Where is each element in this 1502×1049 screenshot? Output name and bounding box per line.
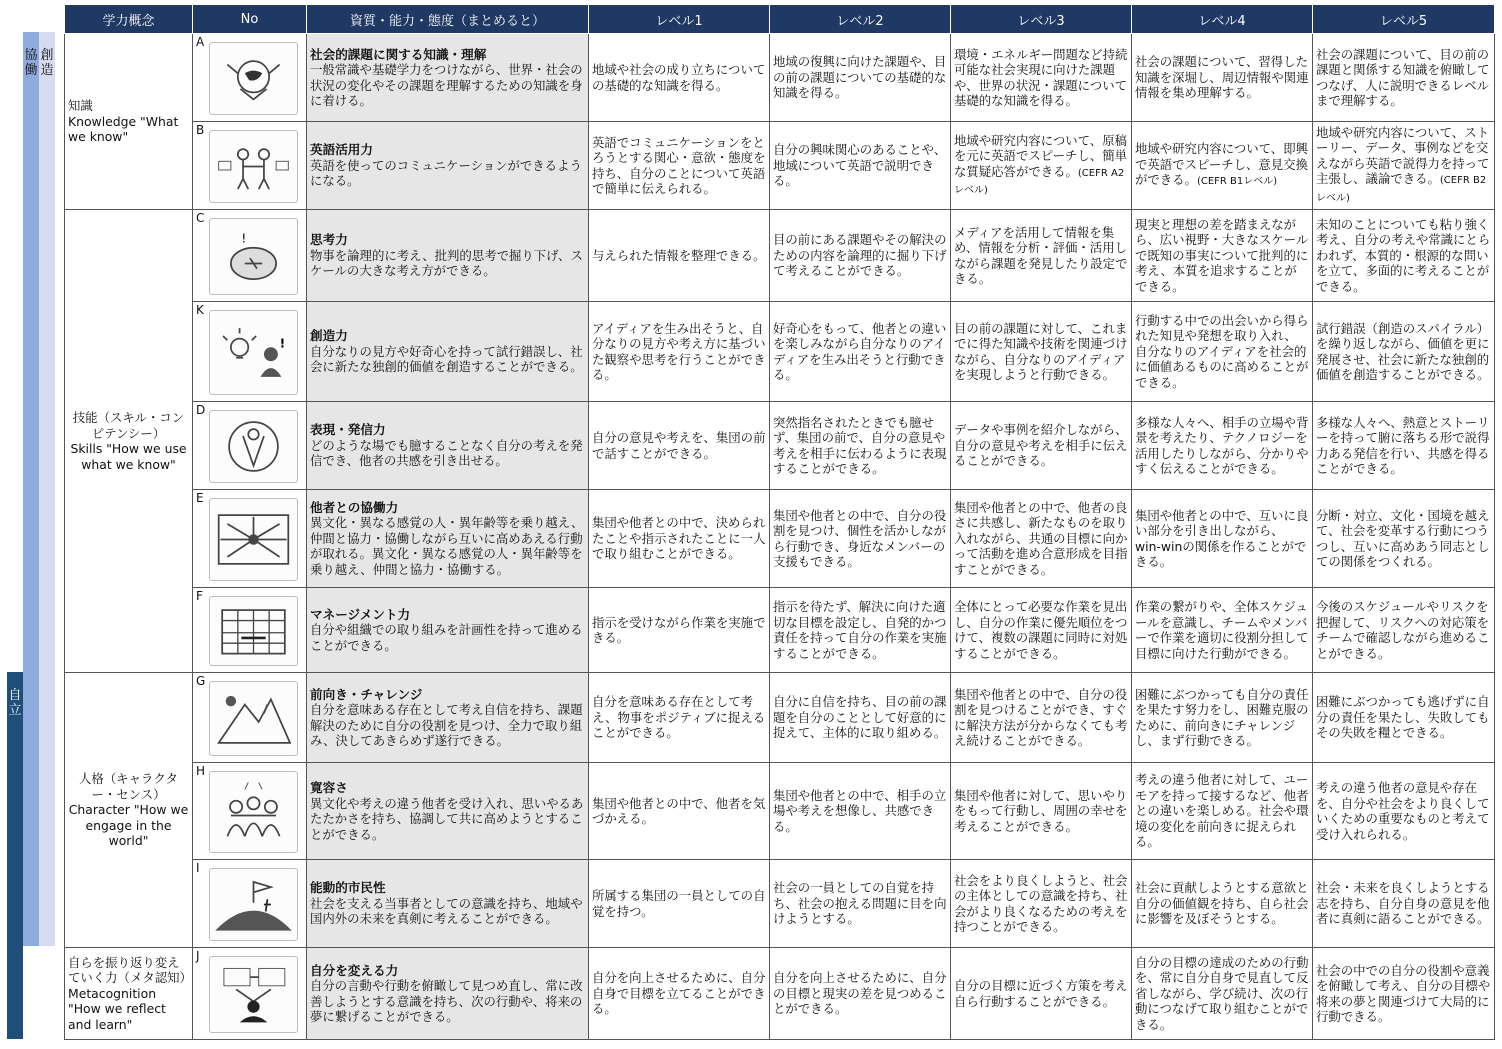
level-3-cell: [951, 210, 1132, 302]
level-text: 指示を待たず、解決に向けた適切な目標を設定し、自発的かつ責任を持って自分の作業を実施することができる。: [773, 599, 947, 661]
level-3-cell: [951, 588, 1132, 673]
no-cell: [193, 302, 307, 402]
level-text: 自分の意見や考えを、集団の前で話すことができる。: [592, 430, 766, 461]
no-cell: [193, 210, 307, 302]
competency-description: 自分なりの見方や好奇心を持って試行錯誤し、社会に新たな独創的価値を創造することができる。: [310, 343, 583, 375]
competency-title: 他者との協働力: [310, 499, 399, 515]
level-3-cell: [951, 673, 1132, 763]
level-text: 地域の復興に向けた課題や、目の前の課題についての基礎的な知識を得る。: [773, 54, 947, 101]
level-4-cell: [1132, 860, 1313, 948]
concept-meta: [65, 948, 193, 1040]
table-row: [65, 673, 1495, 763]
no-cell: [193, 948, 307, 1040]
no-cell: [193, 588, 307, 673]
level-text: 多様な人々へ、熱意とストーリーを持って腑に落ちる形で説得力ある発信を行い、共感を得ることができる。: [1316, 414, 1490, 476]
row-letter: G: [196, 674, 206, 688]
level-5-cell: [1313, 763, 1495, 860]
level-4-cell: [1132, 402, 1313, 490]
level-1-cell: [589, 948, 770, 1040]
level-2-cell: [770, 34, 951, 122]
level-text: 社会の課題について、目の前の課題と関係する知識を俯瞰してつなげ、人に説明できるレベルまで理解する。: [1316, 46, 1490, 108]
level-text: 作業の繋がりや、全体スケジュールを意識し、チームやメンバーで作業を適切に役割分担して目標に向けた行動ができる。: [1135, 599, 1309, 661]
level-5-cell: [1313, 210, 1495, 302]
level-2-cell: [770, 763, 951, 860]
level-text: 突然指名されたときでも臆せず、集団の前で、自分の意見や考えを相手に伝わるように表現することができる。: [773, 414, 947, 476]
competency-title: 創造力: [310, 328, 348, 344]
competency-title: マネージメント力: [310, 606, 411, 622]
no-cell: [193, 763, 307, 860]
competency-description: 社会を支える当事者としての意識を持ち、地域や国内外の未来を真剣に考えることができる。: [310, 895, 583, 927]
table-row: [65, 34, 1495, 122]
jiritsu-label: 自立: [8, 688, 22, 718]
level-4-cell: [1132, 948, 1313, 1040]
level-text: 目の前の課題に対して、これまでに得た知識や技術を関連づけながら、自分なりのアイディアを実現しようと行動できる。: [954, 320, 1128, 382]
header-level-5: レベル5: [1313, 5, 1495, 34]
level-2-cell: [770, 490, 951, 588]
summary-cell: [307, 588, 589, 673]
kyodo-side-bar: [39, 32, 55, 946]
level-5-cell: [1313, 34, 1495, 122]
rubric-table: [64, 4, 1495, 1040]
row-letter: F: [196, 589, 203, 603]
concept-skills: [65, 210, 193, 673]
level-text: 与えられた情報を整理できる。: [592, 247, 766, 263]
level-text: 指示を受けながら作業を実施できる。: [592, 614, 766, 645]
level-4-cell: [1132, 34, 1313, 122]
competency-title: 能動的市民性: [310, 880, 386, 896]
table-row: [65, 763, 1495, 860]
level-1-cell: [589, 763, 770, 860]
summary-cell: [307, 402, 589, 490]
cefr-level: (CEFR B1レベル): [1196, 176, 1278, 188]
competency-description: 自分の言動や行動を俯瞰して見つめ直し、常に改善しようとする意識を持ち、次の行動や、将来の夢に繋げることができる。: [310, 978, 583, 1024]
mountain-climb-sketch-icon: [209, 681, 298, 756]
header-level-2: レベル2: [770, 5, 951, 34]
header-row: [65, 5, 1495, 34]
level-1-cell: [589, 402, 770, 490]
level-5-cell: [1313, 948, 1495, 1040]
competency-description: 英語を使ってのコミュニケーションができるようになる。: [310, 157, 582, 189]
level-5-cell: [1313, 860, 1495, 948]
header-level-3: レベル3: [951, 5, 1132, 34]
level-5-cell: [1313, 490, 1495, 588]
concept-character: [65, 673, 193, 948]
speaker-sketch-icon: [209, 410, 298, 483]
competency-title: 社会的課題に関する知識・理解: [310, 46, 487, 62]
header-level-1: レベル1: [589, 5, 770, 34]
level-text: 全体にとって必要な作業を見出し、自分の作業に優先順位をつけて、複数の課題に同時に対処することができる。: [954, 599, 1128, 661]
group-embrace-sketch-icon: [209, 771, 298, 853]
people-flags-sketch-icon: [209, 130, 298, 203]
svg-text:!: !: [279, 336, 286, 351]
table-row: [65, 948, 1495, 1040]
level-1-cell: [589, 490, 770, 588]
level-text: 所属する集団の一員としての自覚を持つ。: [592, 888, 766, 919]
level-text: 社会に貢献しようとする意欲と自分の価値観を持ち、自ら社会に影響を及ぼそうとする。: [1135, 880, 1309, 927]
level-text: 自分を意味ある存在として考え、物事をポジティブに捉えることができる。: [592, 694, 766, 741]
level-2-cell: [770, 673, 951, 763]
concept-knowledge: [65, 34, 193, 210]
competency-description: 物事を論理的に考え、批判的思考で掘り下げ、スケールの大きな考え方ができる。: [310, 247, 583, 279]
level-3-cell: [951, 34, 1132, 122]
competency-description: 異文化・異なる感覚の人・異年齢等を乗り越え、仲間と協力・協働しながら互いに高めあえる行動が取れる。異文化・異なる感覚の人・異年齢等を乗り越え、仲間と協力・協働する。: [310, 515, 584, 577]
level-text: 環境・エネルギー問題など持続可能な社会実現に向けた課題や、世界の状況・課題について基礎的な知識を得る。: [954, 46, 1128, 108]
level-4-cell: [1132, 763, 1313, 860]
table-row: [65, 588, 1495, 673]
table-row: [65, 210, 1495, 302]
row-letter: I: [196, 861, 200, 875]
level-text: 自分の目標に近づく方策を考え自ら行動することができる。: [954, 978, 1128, 1009]
summary-cell: [307, 860, 589, 948]
level-5-cell: [1313, 402, 1495, 490]
level-text: 集団や他者との中で、決められたことや指示されたことに一人で取り組むことができる。: [592, 515, 766, 562]
level-3-cell: [951, 763, 1132, 860]
row-letter: H: [196, 764, 206, 778]
level-text: 集団や他者との中で、自分の役割を見つけ、個性を活かしながら行動でき、身近なメンバーの支援もできる。: [773, 507, 947, 569]
summary-cell: [307, 673, 589, 763]
level-text: 社会・未来を良くしようとする志を持ち、自分自身の意見を他者に真剣に語ることができる。: [1316, 880, 1490, 927]
level-2-cell: [770, 302, 951, 402]
globe-hands-sketch-icon: [209, 42, 298, 115]
level-4-cell: [1132, 210, 1313, 302]
level-3-cell: [951, 402, 1132, 490]
level-text: 今後のスケジュールやリスクを把握して、リスクへの対応策をチームで確認しながら進めることができる。: [1316, 599, 1490, 661]
level-text: 困難にぶつかっても自分の責任を果たす努力をし、困難克服のために、前向きにチャレンジし、まず行動できる。: [1135, 686, 1309, 748]
level-5-cell: [1313, 302, 1495, 402]
level-text: 集団や他者との中で、相手の立場や考えを想像し、共感できる。: [773, 787, 947, 834]
level-text: 集団や他者との中で、他者を気づかえる。: [592, 795, 766, 826]
level-text: 困難にぶつかっても逃げずに自分の責任を果たし、失敗してもその失敗を糧とできる。: [1316, 694, 1490, 741]
level-text: 自分を向上させるために、自分自身で目標を立てることができる。: [592, 970, 766, 1017]
level-text: データや事例を紹介しながら、自分の意見や考えを相手に伝えることができる。: [954, 422, 1128, 469]
kyodo-label: 協働: [24, 48, 38, 78]
header-summary: 資質・能力・態度（まとめると）: [307, 5, 589, 34]
table-row: [65, 490, 1495, 588]
level-text: 考えの違う他者の意見や存在を、自分や社会をより良くしていくための重要なものと考えて受け入れられる。: [1316, 780, 1490, 842]
level-1-cell: [589, 122, 770, 210]
level-1-cell: [589, 673, 770, 763]
level-1-cell: [589, 588, 770, 673]
level-2-cell: [770, 948, 951, 1040]
level-text: 集団や他者との中で、互いに良い部分を引き出しながら、win-winの関係を作ることができる。: [1135, 507, 1309, 569]
no-cell: [193, 402, 307, 490]
level-text: 社会の中での自分の役割や意義を俯瞰して考え、自分の目標や将来の夢と関連づけて大局的に行動できる。: [1316, 962, 1491, 1024]
summary-cell: [307, 34, 589, 122]
level-1-cell: [589, 34, 770, 122]
row-letter: E: [196, 491, 204, 505]
competency-description: 一般常識や基礎学力をつけながら、世界・社会の状況の変化やその課題を理解するための知識を身に着ける。: [310, 62, 583, 108]
level-text: 行動する中での出会いから得られた知見や発想を取り入れ、自分なりのアイディアを社会的に価値あるものに高めることができる。: [1135, 312, 1309, 390]
summary-cell: [307, 490, 589, 588]
level-text: 自分の目標の達成のための行動を、常に自分自身で見直して反省しながら、学び続け、次の行動につなげて取り組むことができる。: [1135, 954, 1309, 1032]
level-3-cell: [951, 860, 1132, 948]
level-text: 考えの違う他者に対して、ユーモアを持って接するなど、他者との違いを楽しめる。社会や環境の変化を前向きに捉えられる。: [1135, 772, 1309, 850]
level-text: 現実と理想の差を踏まえながら、広い視野・大きなスケールで既知の事実について批判的に考え、本質を追求することができる。: [1135, 216, 1309, 294]
level-1-cell: [589, 860, 770, 948]
level-4-cell: [1132, 302, 1313, 402]
row-letter: D: [196, 403, 206, 417]
level-text: 多様な人々へ、相手の立場や背景を考えたり、テクノロジーを活用したりしながら、分かりやすく伝えることができる。: [1135, 414, 1309, 476]
no-cell: [193, 860, 307, 948]
level-4-cell: [1132, 490, 1313, 588]
level-5-cell: [1313, 122, 1495, 210]
lightbulb-person-sketch-icon: [209, 310, 298, 395]
no-cell: [193, 490, 307, 588]
level-text: 目の前にある課題やその解決のための内容を論理的に掘り下げて考えることができる。: [773, 232, 947, 279]
level-4-cell: [1132, 122, 1313, 210]
level-text: 分断・対立、文化・国境を越えて、社会を変革する行動につうつし、互いに高めあう同志としての関係をつくれる。: [1316, 507, 1490, 569]
level-2-cell: [770, 860, 951, 948]
table-row: [65, 302, 1495, 402]
concept-en: Metacognition "How we reflect and learn": [68, 985, 166, 1032]
level-text: 地域や研究内容について、原稿を元に英語でスピーチし、簡単な質疑応答ができる。: [954, 132, 1127, 179]
level-text: 集団や他者との中で、他者の良さに共感し、新たなものを取り入れながら、共通の目標に向かって活動を進め合意形成を目指すことができる。: [954, 499, 1128, 577]
level-text: 自分に自信を持ち、目の前の課題を自分のこととして好意的に捉えて、主体的に取り組める。: [773, 694, 947, 741]
competency-title: 自分を変える力: [310, 962, 399, 978]
level-2-cell: [770, 210, 951, 302]
level-5-cell: [1313, 673, 1495, 763]
header-concept: 学力概念: [65, 5, 193, 34]
level-text: アイディアを生み出そうと、自分なりの見方や考え方に基づいた観察や思考を行うことができる。: [592, 320, 766, 382]
competency-title: 寛容さ: [310, 780, 348, 795]
reflection-sketch-icon: [209, 956, 298, 1033]
row-letter: K: [196, 303, 204, 317]
header-no: No: [193, 5, 307, 34]
no-cell: [193, 122, 307, 210]
level-text: 社会をより良くしようと、社会の主体としての意識を持ち、社会がより良くなるための考えを持つことができる。: [954, 872, 1128, 934]
level-text: 地域や研究内容について、即興で英語でスピーチし、意見交換ができる。: [1135, 141, 1308, 188]
level-text: 社会の課題について、習得した知識を深堀し、周辺情報や関連情報を集め理解する。: [1135, 54, 1309, 101]
level-5-cell: [1313, 588, 1495, 673]
level-1-cell: [589, 302, 770, 402]
flag-hill-sketch-icon: [209, 868, 298, 941]
sozo-side-bar: [23, 32, 39, 946]
competency-title: 表現・発信力: [310, 422, 386, 438]
competency-description: 異文化や考えの違う他者を受け入れ、思いやるあたたかさを持ち、協調して共に高めようとすることができる。: [310, 795, 584, 842]
level-2-cell: [770, 122, 951, 210]
competency-description: 自分や組織での取り組みを計画性を持って進めることができる。: [310, 622, 583, 653]
thinking-head-sketch-icon: [209, 218, 298, 295]
no-cell: [193, 673, 307, 763]
concept-jp: 技能（スキル・コンピテンシー）: [72, 410, 185, 441]
joined-hands-sketch-icon: [209, 498, 298, 581]
table-row: [65, 122, 1495, 210]
level-text: 社会の一員としての自覚を持ち、社会の抱える問題に目を向けようとする。: [773, 880, 947, 927]
level-3-cell: [951, 490, 1132, 588]
row-letter: B: [196, 123, 205, 137]
level-3-cell: [951, 122, 1132, 210]
concept-jp: 知識: [68, 98, 93, 114]
no-cell: [193, 34, 307, 122]
level-2-cell: [770, 402, 951, 490]
cefr-level: (CEFR A2レベル): [954, 167, 1125, 196]
summary-cell: [307, 302, 589, 402]
table-row: [65, 402, 1495, 490]
level-text: 地域や社会の成り立ちについての基礎的な知識を得る。: [592, 62, 766, 93]
level-text: 地域や研究内容について、ストーリー、データ、事例などを交えながら英語で説得力を持って主張し、議論できる。: [1316, 124, 1490, 187]
row-letter: J: [196, 949, 200, 963]
level-3-cell: [951, 302, 1132, 402]
level-text: メディアを活用して情報を集め、情報を分析・評価・活用しながら課題を発見したり設定できる。: [954, 224, 1128, 286]
concept-jp: 自らを振り返り変えていく力（メタ認知）: [68, 954, 192, 986]
calendar-plan-sketch-icon: [209, 596, 298, 666]
level-1-cell: [589, 210, 770, 302]
table-row: [65, 860, 1495, 948]
concept-en: Character "How we engage in the world": [68, 802, 189, 849]
competency-title: 前向き・チャレンジ: [310, 686, 423, 702]
row-letter: C: [196, 211, 205, 225]
concept-jp: 人格（キャラクター・センス）: [79, 771, 178, 802]
cefr-level: (CEFR B2レベル): [1316, 175, 1487, 204]
jiritsu-side-bar: [7, 672, 23, 1039]
level-text: 試行錯誤（創造のスパイラル）を繰り返しながら、価値を更に発展させ、社会に新たな独創的価値を創造することができる。: [1316, 320, 1490, 382]
competency-description: 自分を意味ある存在として考え自信を持ち、課題解決のために自分の役割を見つけ、全力で取り組み、決してあきらめず遂行できる。: [310, 702, 583, 748]
level-text: 集団や他者との中で、自分の役割を見つけることができ、すぐに解決方法が分からなくても考え続けることができる。: [954, 686, 1128, 748]
competency-title: 思考力: [310, 232, 348, 248]
competency-title: 英語活用力: [310, 142, 373, 158]
summary-cell: [307, 210, 589, 302]
header-level-4: レベル4: [1132, 5, 1313, 34]
level-4-cell: [1132, 588, 1313, 673]
svg-text:!: !: [241, 231, 247, 246]
level-4-cell: [1132, 673, 1313, 763]
level-text: 集団や他者に対して、思いやりをもって行動し、周囲の幸せを考えることができる。: [954, 787, 1128, 834]
summary-cell: [307, 763, 589, 860]
level-text: 自分を向上させるために、自分の目標と現実の差を見つめることができる。: [773, 970, 947, 1017]
sozo-label: 創造: [40, 48, 54, 78]
level-text: 未知のことについても粘り強く考え、自分の考えや常識にとらわれず、本質的・根源的な問いを立て、多面的に考えることができる。: [1316, 216, 1491, 294]
concept-en: Skills "How we use what we know": [70, 441, 187, 472]
level-text: 好奇心をもって、他者との違いを楽しみながら自分なりのアイディアを生み出そうと行動できる。: [773, 320, 947, 382]
concept-en: Knowledge "What we know": [68, 113, 179, 145]
level-text: 英語でコミュニケーションをとろうとする関心・意欲・態度を持ち、自分のことについて英語で簡単に伝えられる。: [592, 134, 766, 196]
level-3-cell: [951, 948, 1132, 1040]
level-text: 自分の興味関心のあることや、地域について英語で説明できる。: [773, 142, 947, 189]
level-2-cell: [770, 588, 951, 673]
summary-cell: [307, 122, 589, 210]
summary-cell: [307, 948, 589, 1040]
competency-description: どのような場でも臆することなく自分の考えを発信でき、他者の共感を引き出せる。: [310, 437, 583, 469]
row-letter: A: [196, 35, 205, 49]
